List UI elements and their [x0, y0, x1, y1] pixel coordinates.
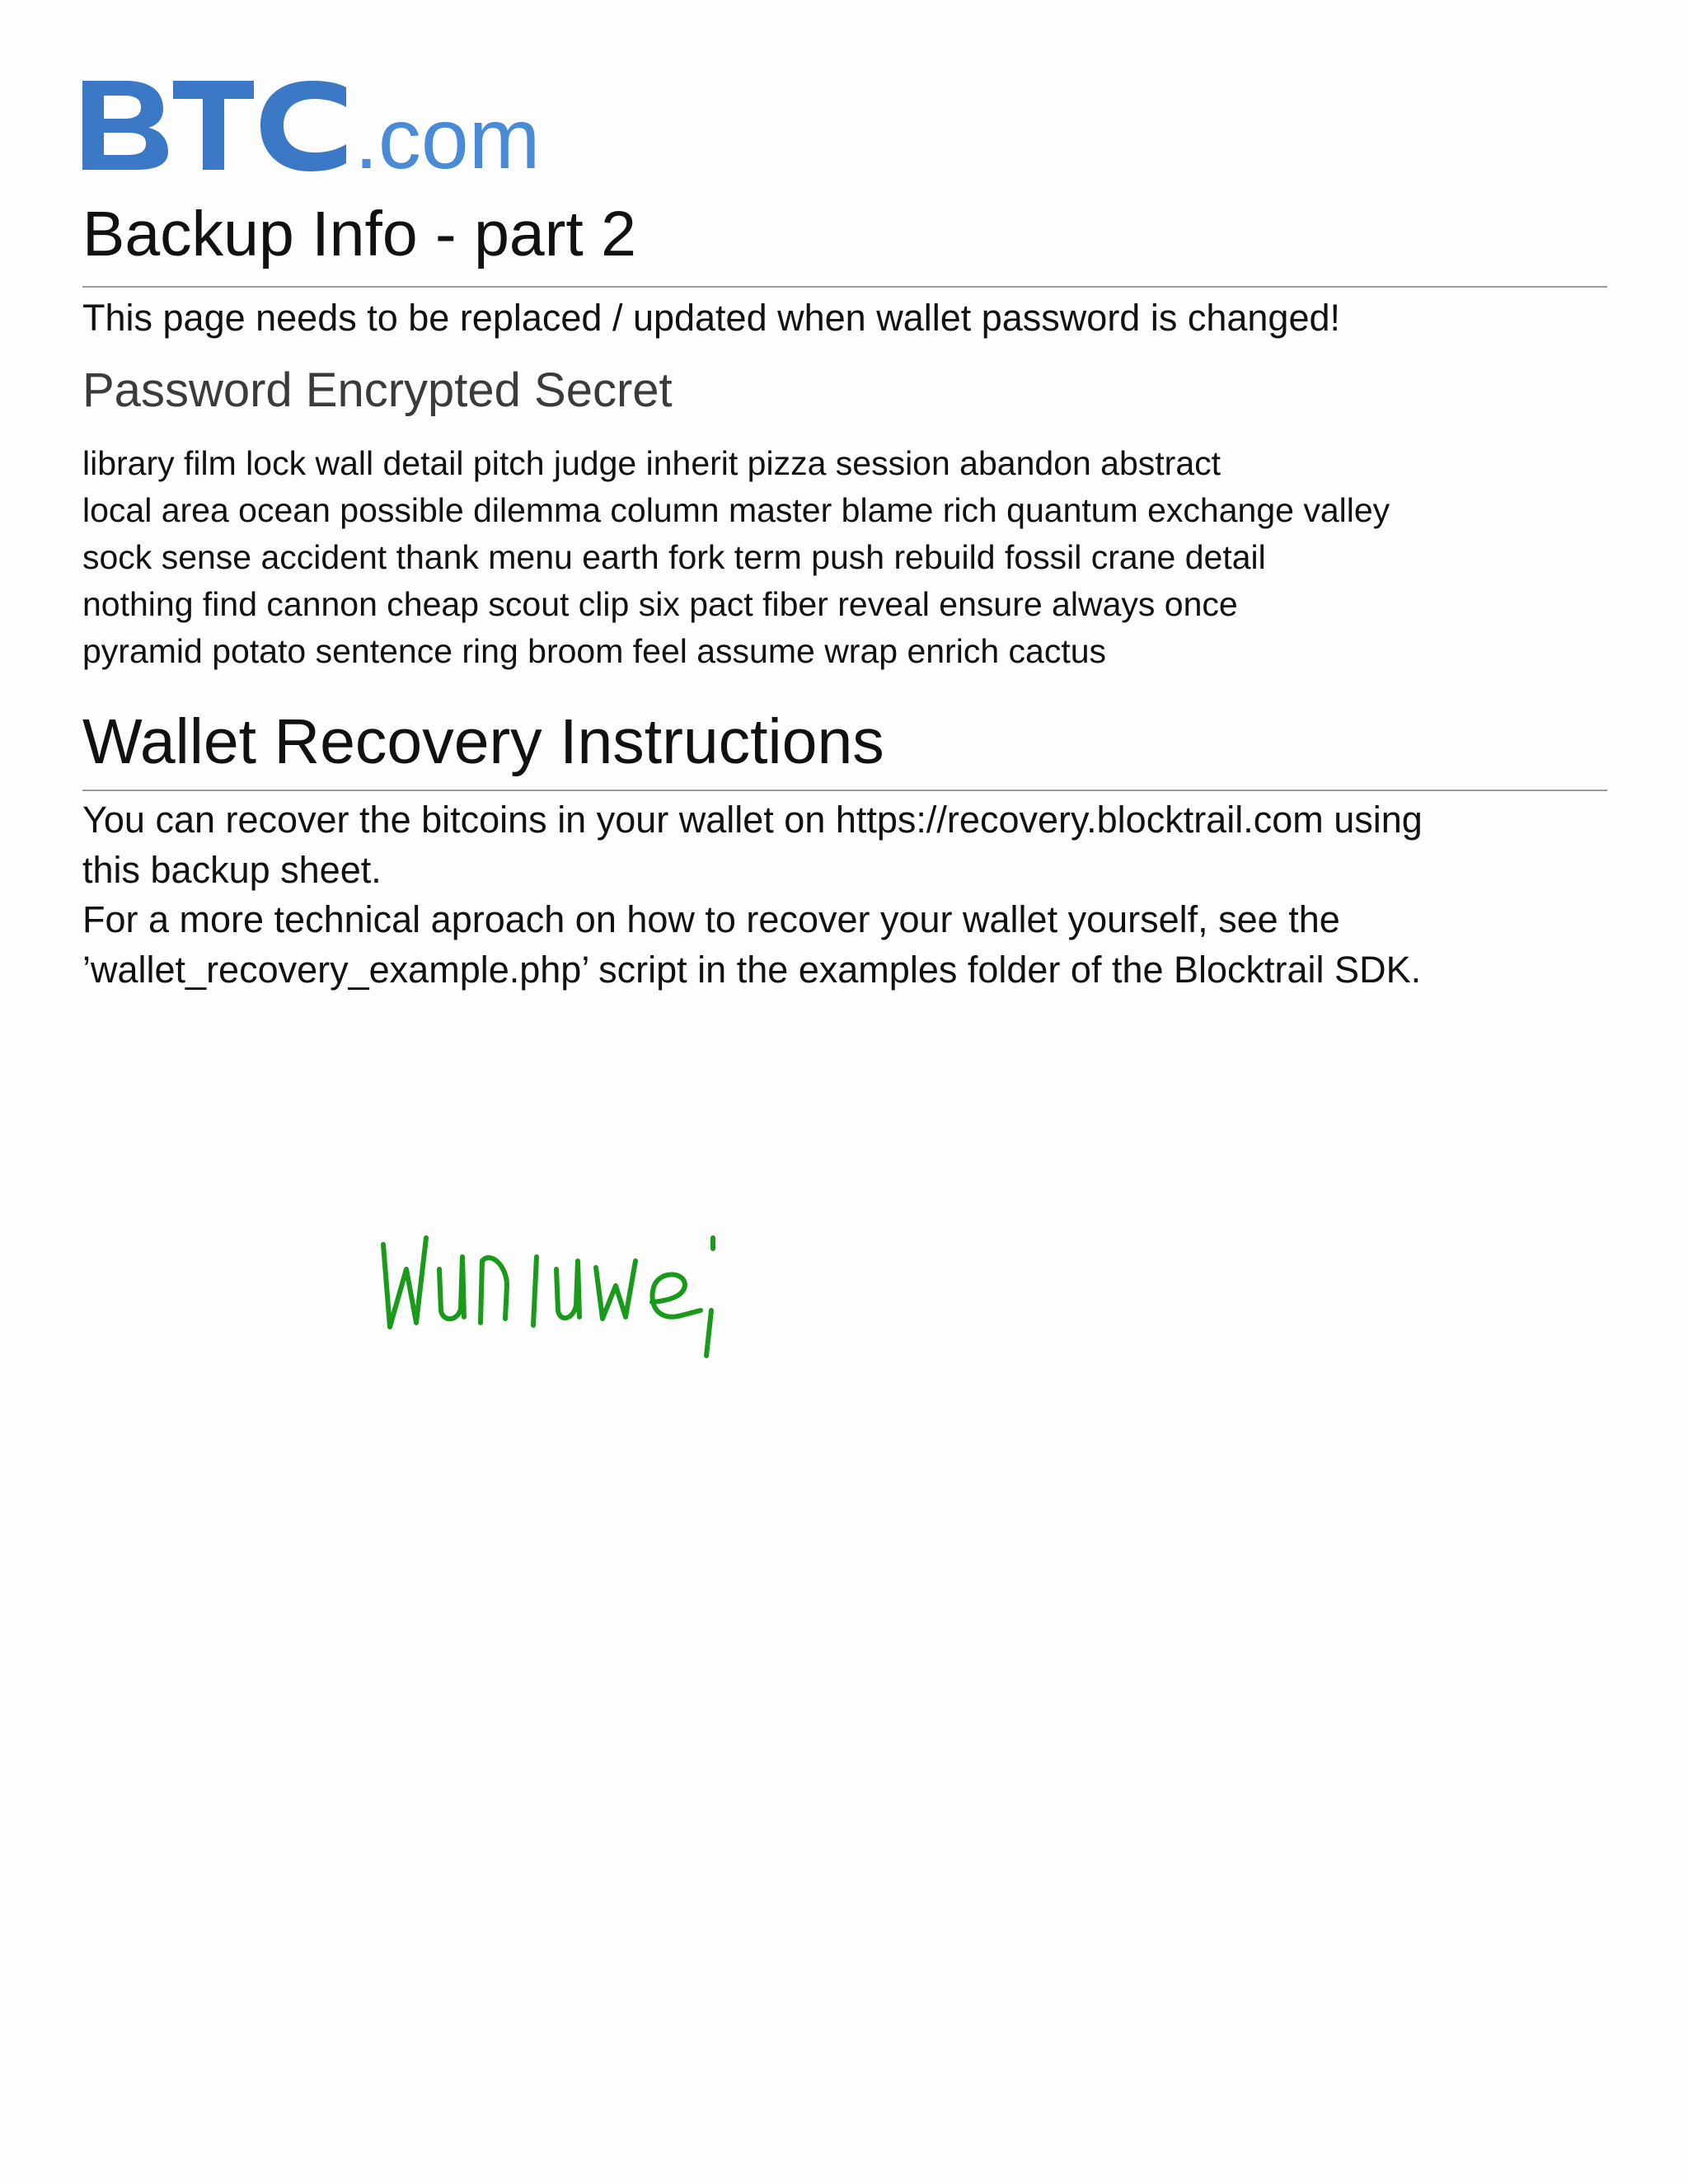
recovery-divider	[82, 790, 1607, 791]
encrypted-secret-list	[82, 440, 1390, 675]
handwritten-signature	[375, 1220, 804, 1360]
recovery-instructions	[82, 795, 1484, 995]
secret-line: local area ocean possible dilemma column master blame rich quantum exchange valley	[82, 491, 1390, 529]
secret-section-title: Password Encrypted Secret	[82, 363, 673, 417]
page-title: Backup Info - part 2	[82, 199, 636, 269]
title-divider	[82, 286, 1607, 288]
recovery-paragraph: You can recover the bitcoins in your wallet on https://recovery.blocktrail.com using this backup sheet.	[82, 799, 1423, 891]
recovery-section-title: Wallet Recovery Instructions	[82, 706, 884, 777]
secret-line: sock sense accident thank menu earth fork term push rebuild fossil crane detail	[82, 538, 1266, 576]
technical-recovery-paragraph: For a more technical aproach on how to recover your wallet yourself, see the ’wallet_recovery_example.php’ script in the examples folder of the Blocktrail SDK.	[82, 898, 1422, 991]
secret-line: nothing find cannon cheap scout clip six pact fiber reveal ensure always once	[82, 585, 1238, 623]
btc-com-logo	[82, 79, 541, 187]
secret-line: library film lock wall detail pitch judge inherit pizza session abandon abstract	[82, 444, 1221, 482]
svg-text:.com: .com	[354, 91, 541, 187]
secret-line: pyramid potato sentence ring broom feel assume wrap enrich cactus	[82, 632, 1107, 670]
replace-notice: This page needs to be replaced / updated when wallet password is changed!	[82, 297, 1341, 339]
